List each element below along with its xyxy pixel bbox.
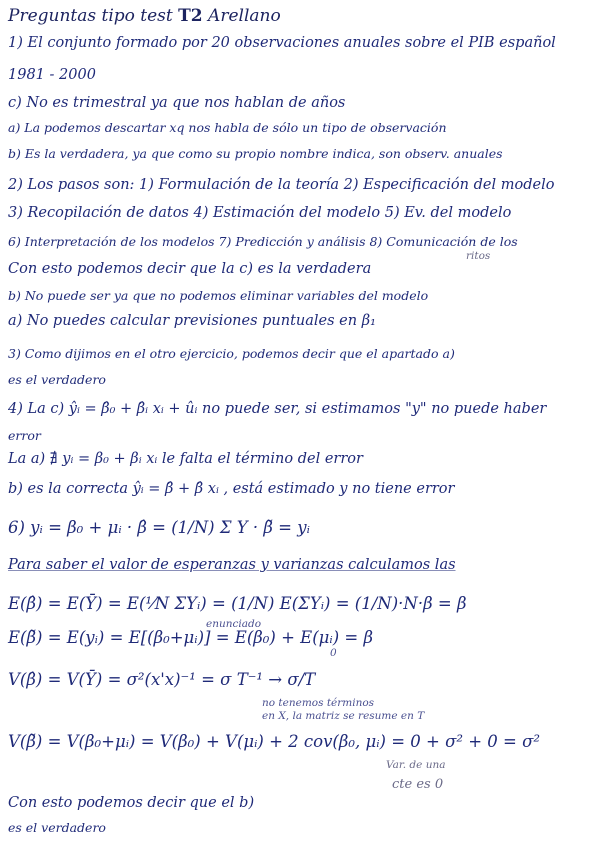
note-zero: 0 — [330, 647, 337, 659]
text-line: a) La podemos descartar xq nos habla de sólo un tipo de observación — [8, 120, 447, 135]
text-line: V(β̂) = V(Ȳ) = σ²(x'x)⁻¹ = σ T⁻¹ → σ/T — [8, 670, 316, 689]
text-line: 2) Los pasos son: 1) Formulación de la teoría 2) Especificación del modelo — [8, 177, 555, 193]
text-line: 1) El conjunto formado por 20 observaciones anuales sobre el PIB español — [8, 35, 556, 51]
note-matrix: en X, la matriz se resume en T — [262, 710, 425, 722]
note-cte: cte es 0 — [392, 777, 444, 792]
text-line: 3) Como dijimos en el otro ejercicio, podemos decir que el apartado a) — [8, 346, 455, 361]
note-var-una: Var. de una — [386, 759, 446, 771]
text-line: b) Es la verdadera, ya que como su propio nombre indica, son observ. anuales — [8, 146, 503, 161]
text-line: Para saber el valor de esperanzas y varianzas calculamos las — [8, 557, 456, 573]
text-line: error — [8, 428, 41, 443]
text-line: E(β̃) = E(yᵢ) = E[(β₀+μᵢ)] = E(β₀) + E(μᵢ) = β — [8, 628, 373, 647]
text-line: V(β̃) = V(β₀+μᵢ) = V(β₀) + V(μᵢ) + 2 cov(β₀, μᵢ) = 0 + σ² + 0 = σ² — [8, 732, 540, 751]
text-line: es el verdadero — [8, 372, 106, 387]
text-line: 6) yᵢ = β₀ + μᵢ · β̂ = (1/N) Σ Y · β̃ = yᵢ — [8, 518, 310, 537]
text-line: Con esto podemos decir que la c) es la verdadera — [8, 261, 372, 277]
text-line: b) No puede ser ya que no podemos eliminar variables del modelo — [8, 288, 429, 303]
title-prefix: Preguntas tipo test — [8, 6, 173, 26]
text-line: b) es la correcta ŷᵢ = β̂ + β̂ xᵢ , está estimado y no tiene error — [8, 481, 455, 497]
text-line: c) No es trimestral ya que nos hablan de años — [8, 95, 346, 111]
text-line: a) No puedes calcular previsiones puntuales en β₁ — [8, 313, 376, 329]
text-line: Con esto podemos decir que el b) — [8, 795, 255, 811]
text-line: es el verdadero — [8, 820, 106, 835]
title-suffix: Arellano — [208, 6, 281, 26]
note-ritos: ritos — [466, 250, 491, 262]
page-title — [8, 8, 281, 25]
text-line: 6) Interpretación de los modelos 7) Predicción y análisis 8) Comunicación de los — [8, 234, 518, 249]
text-line: E(β̂) = E(Ȳ) = E(¹⁄N ΣYᵢ) = (1/N) E(ΣYᵢ) = (1/N)·N·β = β — [8, 594, 467, 613]
text-line: 4) La c) ŷᵢ = β̂₀ + β̂ᵢ xᵢ + ûᵢ no puede ser, si estimamos "y" no puede haber — [8, 401, 547, 417]
text-line: La a) ∄ yᵢ = β₀ + βᵢ xᵢ le falta el término del error — [8, 451, 363, 467]
title-emph: T2 — [178, 6, 203, 26]
text-line: 3) Recopilación de datos 4) Estimación del modelo 5) Ev. del modelo — [8, 205, 512, 221]
note-enunciado: enunciado — [206, 618, 262, 630]
note-no-terms: no tenemos términos — [262, 697, 375, 709]
text-line: 1981 - 2000 — [8, 67, 96, 83]
